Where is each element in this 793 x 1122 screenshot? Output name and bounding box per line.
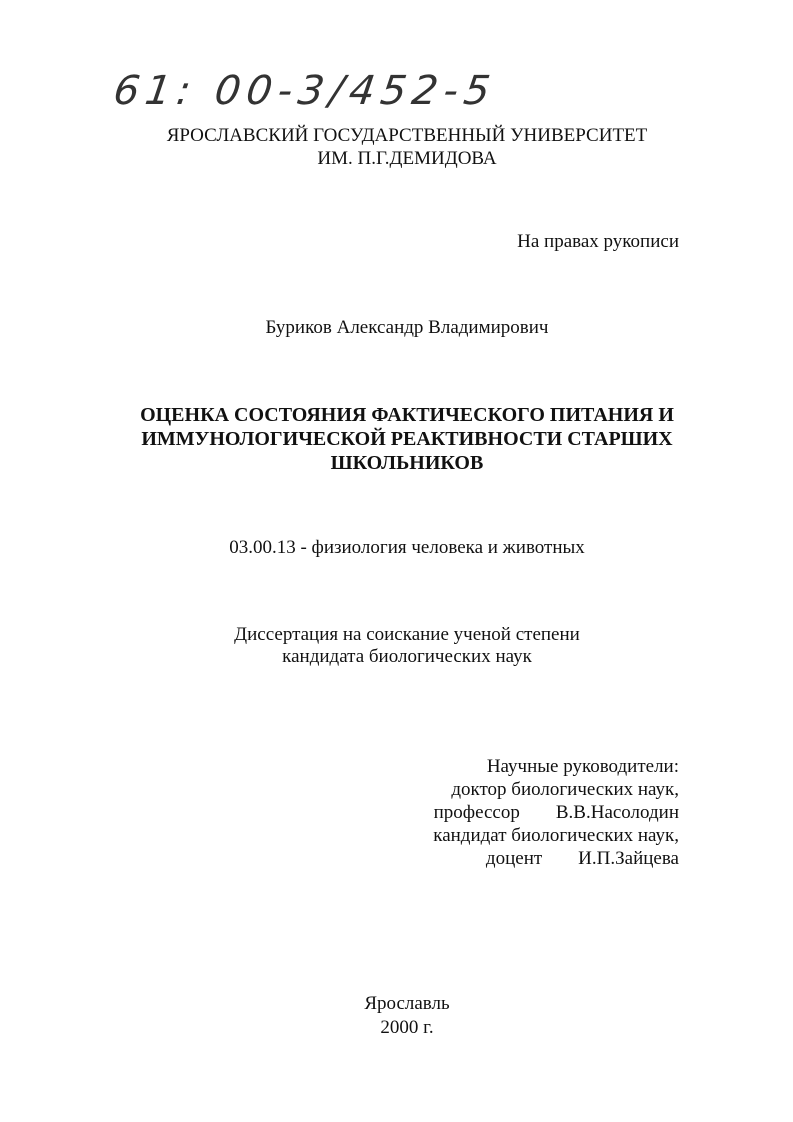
title-line1: ОЦЕНКА СОСТОЯНИЯ ФАКТИЧЕСКОГО ПИТАНИЯ И xyxy=(140,404,674,426)
degree-line1: Диссертация на соискание ученой степени xyxy=(234,624,580,645)
supervisors-heading: Научные руководители: xyxy=(486,756,679,777)
supervisor2-name: И.П.Зайцева xyxy=(578,848,679,869)
university-name-line2: ИМ. П.Г.ДЕМИДОВА xyxy=(317,148,497,169)
supervisor2-degree: кандидат биологических наук, xyxy=(433,825,679,846)
title-line3: ШКОЛЬНИКОВ xyxy=(330,452,484,474)
university-name xyxy=(100,124,714,170)
degree-statement xyxy=(100,624,714,668)
footer-city: Ярославль xyxy=(364,993,450,1014)
handwritten-archive-code: 61: 00-3/452-5 xyxy=(110,68,499,114)
title-line2: ИММУНОЛОГИЧЕСКОЙ РЕАКТИВНОСТИ СТАРШИХ xyxy=(141,428,673,450)
supervisor2-title: доцент xyxy=(485,848,543,869)
supervisors-block xyxy=(433,755,679,870)
specialty-code: 03.00.13 - физиология человека и животных xyxy=(229,537,585,558)
supervisor1-title: профессор xyxy=(433,802,520,823)
university-name-line1: ЯРОСЛАВСКИЙ ГОСУДАРСТВЕННЫЙ УНИВЕРСИТЕТ xyxy=(166,125,648,146)
supervisor2-row xyxy=(433,847,679,870)
dissertation-title xyxy=(100,403,714,475)
author-name: Буриков Александр Владимирович xyxy=(265,317,549,338)
footer-place-year xyxy=(100,992,714,1040)
supervisor1-row xyxy=(433,801,679,824)
supervisor1-degree: доктор биологических наук, xyxy=(451,779,679,800)
footer-year: 2000 г. xyxy=(380,1017,434,1038)
manuscript-rights-note: На правах рукописи xyxy=(517,231,679,252)
supervisor1-name: В.В.Насолодин xyxy=(555,802,679,823)
degree-line2: кандидата биологических наук xyxy=(282,646,532,667)
